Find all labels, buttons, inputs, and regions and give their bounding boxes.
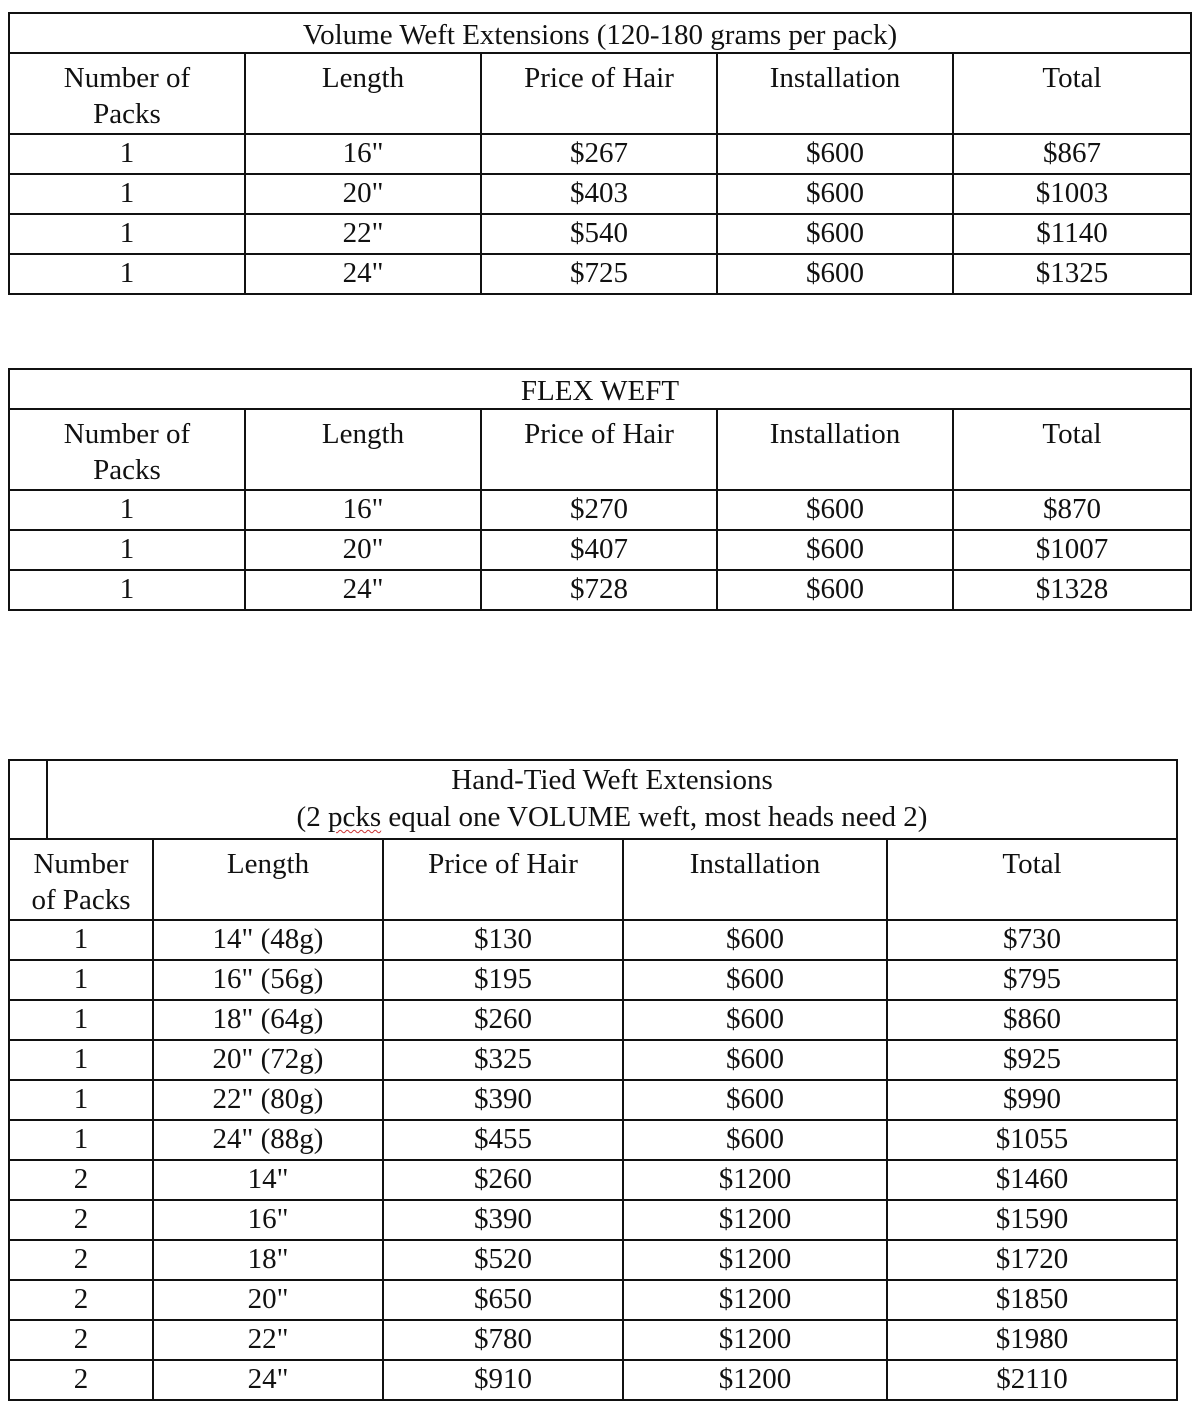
header-number-of-packs: Number of Packs [9, 409, 245, 490]
cell-total: $1007 [953, 530, 1191, 570]
cell-packs: 1 [9, 1080, 153, 1120]
cell-price: $520 [383, 1240, 623, 1280]
volume-weft-header-row [9, 53, 1191, 134]
header-number-of-packs: Number of Packs [9, 53, 245, 134]
table-row [9, 1000, 1177, 1040]
header-installation: Installation [717, 53, 953, 134]
cell-total: $1003 [953, 174, 1191, 214]
table-row [9, 174, 1191, 214]
cell-price: $390 [383, 1080, 623, 1120]
cell-total: $2110 [887, 1360, 1177, 1400]
table-row [9, 1040, 1177, 1080]
cell-installation: $1200 [623, 1280, 887, 1320]
hand-tied-header-row [9, 839, 1177, 920]
table-row [9, 134, 1191, 174]
table-row [9, 1200, 1177, 1240]
cell-price: $390 [383, 1200, 623, 1240]
table-row [9, 490, 1191, 530]
table-row [9, 1280, 1177, 1320]
cell-price: $780 [383, 1320, 623, 1360]
cell-length: 20" [245, 530, 481, 570]
flex-weft-header-row [9, 409, 1191, 490]
table-row [9, 570, 1191, 610]
header-installation: Installation [717, 409, 953, 490]
spellcheck-flagged-word: pcks [327, 801, 382, 834]
cell-total: $795 [887, 960, 1177, 1000]
cell-installation: $600 [623, 1080, 887, 1120]
cell-price: $260 [383, 1000, 623, 1040]
cell-price: $540 [481, 214, 717, 254]
cell-length: 22" (80g) [153, 1080, 383, 1120]
cell-total: $1328 [953, 570, 1191, 610]
cell-length: 20" [153, 1280, 383, 1320]
cell-price: $260 [383, 1160, 623, 1200]
flex-weft-title: FLEX WEFT [9, 369, 1191, 409]
header-total: Total [953, 53, 1191, 134]
title-stub-cell [9, 760, 47, 839]
cell-packs: 2 [9, 1200, 153, 1240]
cell-total: $1055 [887, 1120, 1177, 1160]
table-row [9, 1120, 1177, 1160]
cell-total: $1590 [887, 1200, 1177, 1240]
cell-packs: 1 [9, 1040, 153, 1080]
cell-packs: 1 [9, 134, 245, 174]
header-installation: Installation [623, 839, 887, 920]
cell-installation: $1200 [623, 1360, 887, 1400]
hand-tied-weft-title [47, 760, 1177, 839]
hand-tied-weft-table [8, 759, 1178, 1401]
cell-length: 16" [245, 490, 481, 530]
cell-packs: 1 [9, 174, 245, 214]
cell-price: $725 [481, 254, 717, 294]
header-length: Length [245, 409, 481, 490]
cell-packs: 1 [9, 920, 153, 960]
cell-length: 24" [245, 570, 481, 610]
cell-total: $925 [887, 1040, 1177, 1080]
cell-total: $1140 [953, 214, 1191, 254]
cell-total: $870 [953, 490, 1191, 530]
cell-total: $1460 [887, 1160, 1177, 1200]
cell-packs: 1 [9, 214, 245, 254]
cell-packs: 1 [9, 530, 245, 570]
table-row [9, 960, 1177, 1000]
cell-price: $455 [383, 1120, 623, 1160]
cell-installation: $1200 [623, 1320, 887, 1360]
table-row [9, 1080, 1177, 1120]
cell-installation: $600 [717, 174, 953, 214]
header-total: Total [887, 839, 1177, 920]
header-length: Length [245, 53, 481, 134]
cell-total: $1980 [887, 1320, 1177, 1360]
cell-length: 20" (72g) [153, 1040, 383, 1080]
cell-length: 24" [245, 254, 481, 294]
table-row [9, 1360, 1177, 1400]
hand-tied-title-line1: Hand-Tied Weft Extensions [451, 764, 773, 797]
cell-packs: 2 [9, 1280, 153, 1320]
table-row [9, 214, 1191, 254]
cell-length: 24" (88g) [153, 1120, 383, 1160]
cell-length: 16" [245, 134, 481, 174]
cell-total: $1720 [887, 1240, 1177, 1280]
cell-length: 22" [153, 1320, 383, 1360]
cell-packs: 1 [9, 490, 245, 530]
cell-installation: $600 [623, 1120, 887, 1160]
cell-total: $990 [887, 1080, 1177, 1120]
cell-price: $325 [383, 1040, 623, 1080]
header-price-of-hair: Price of Hair [481, 53, 717, 134]
cell-length: 20" [245, 174, 481, 214]
cell-installation: $600 [717, 134, 953, 174]
cell-installation: $600 [623, 1040, 887, 1080]
cell-installation: $600 [717, 254, 953, 294]
header-length: Length [153, 839, 383, 920]
header-number-of-packs: Number of Packs [9, 839, 153, 920]
cell-total: $1325 [953, 254, 1191, 294]
cell-price: $910 [383, 1360, 623, 1400]
cell-total: $1850 [887, 1280, 1177, 1320]
cell-installation: $1200 [623, 1160, 887, 1200]
cell-installation: $600 [717, 490, 953, 530]
cell-length: 14" (48g) [153, 920, 383, 960]
cell-packs: 1 [9, 254, 245, 294]
cell-installation: $600 [717, 530, 953, 570]
cell-price: $267 [481, 134, 717, 174]
table-row [9, 530, 1191, 570]
volume-weft-table [8, 12, 1192, 295]
cell-length: 22" [245, 214, 481, 254]
cell-packs: 1 [9, 960, 153, 1000]
cell-installation: $600 [717, 570, 953, 610]
cell-price: $403 [481, 174, 717, 214]
cell-packs: 1 [9, 1000, 153, 1040]
cell-total: $730 [887, 920, 1177, 960]
cell-packs: 1 [9, 570, 245, 610]
cell-length: 16" [153, 1200, 383, 1240]
hand-tied-title-line2: (2 pcks equal one VOLUME weft, most heads need 2) [296, 801, 928, 834]
table-row [9, 920, 1177, 960]
volume-weft-title: Volume Weft Extensions (120-180 grams per pack) [9, 13, 1191, 53]
cell-price: $728 [481, 570, 717, 610]
table-row [9, 254, 1191, 294]
cell-installation: $600 [623, 960, 887, 1000]
flex-weft-table [8, 368, 1192, 611]
cell-packs: 2 [9, 1320, 153, 1360]
cell-price: $195 [383, 960, 623, 1000]
cell-installation: $600 [717, 214, 953, 254]
cell-price: $270 [481, 490, 717, 530]
cell-total: $860 [887, 1000, 1177, 1040]
header-price-of-hair: Price of Hair [383, 839, 623, 920]
cell-total: $867 [953, 134, 1191, 174]
cell-installation: $1200 [623, 1200, 887, 1240]
cell-length: 18" [153, 1240, 383, 1280]
cell-price: $650 [383, 1280, 623, 1320]
cell-packs: 1 [9, 1120, 153, 1160]
header-price-of-hair: Price of Hair [481, 409, 717, 490]
cell-installation: $600 [623, 920, 887, 960]
cell-price: $407 [481, 530, 717, 570]
cell-packs: 2 [9, 1360, 153, 1400]
table-row [9, 1160, 1177, 1200]
cell-packs: 2 [9, 1240, 153, 1280]
table-row [9, 1240, 1177, 1280]
cell-installation: $600 [623, 1000, 887, 1040]
cell-length: 14" [153, 1160, 383, 1200]
cell-length: 24" [153, 1360, 383, 1400]
cell-price: $130 [383, 920, 623, 960]
cell-length: 18" (64g) [153, 1000, 383, 1040]
table-row [9, 1320, 1177, 1360]
header-total: Total [953, 409, 1191, 490]
cell-length: 16" (56g) [153, 960, 383, 1000]
cell-installation: $1200 [623, 1240, 887, 1280]
cell-packs: 2 [9, 1160, 153, 1200]
